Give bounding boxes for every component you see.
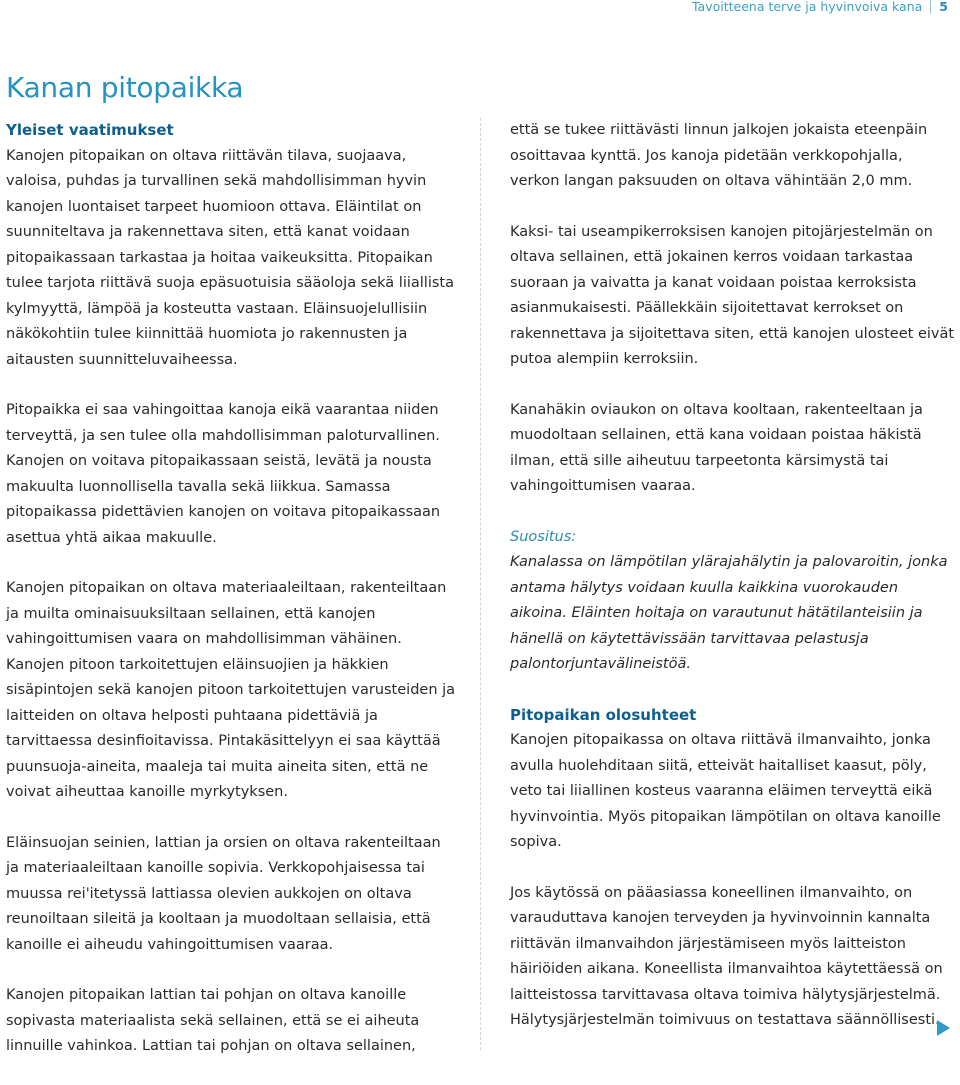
page-title: Kanan pitopaikka bbox=[6, 70, 244, 104]
paragraph: Kanojen pitopaikassa on oltava riittävä ilmanvaihto, jonka avulla huolehditaan siitä, etteivät haitalliset kaasut, pöly, veto tai liiallinen kosteus vaaranna eläimen terveyttä eikä hyvinvointia. Myös pitopaikan lämpötilan on oltava kanoille sopiva. bbox=[510, 732, 941, 850]
paragraph: Kanojen pitopaikan lattian tai pohjan on oltava kanoille sopivasta materiaalista sekä sellainen, että se ei aiheuta linnuille vahinkoa. Lattian tai pohjan on oltava sellainen, bbox=[6, 987, 420, 1054]
paragraph: Kanojen pitopaikan on oltava riittävän tilava, suojaava, valoisa, puhdas ja turvallinen sekä mahdollisimman hyvin kanojen luontaiset tarpeet huomioon ottava. Eläintilat on suunniteltava ja rakennettava siten, että kanat voidaan pitopaikassaan tarkastaa ja hoitaa vaikeuksitta. Pitopaikan tulee tarjota riittävä suoja epäsuotuisia sääoloja sekä liiallista kylmyyttä, lämpöä ja kosteutta vastaan. Eläinsuojelullisiin näkökohtiin tulee kiinnittää huomiota jo rakennusten ja aitausten suunnitteluvaiheessa. bbox=[6, 147, 454, 368]
section-heading-general-requirements: Yleiset vaatimukset bbox=[6, 121, 174, 139]
page-number: 5 bbox=[939, 0, 948, 14]
column-divider bbox=[480, 118, 481, 1050]
header-divider bbox=[930, 0, 931, 14]
recommendation-text: Kanalassa on lämpötilan ylärajahälytin ja palovaroitin, jonka antama hälytys voidaan kuulla kaikkina vuorokauden aikoina. Eläinten hoitaja on varautunut hätätilanteisiin ja hänellä on käytettävissään tarvittavaa pelastusja palontorjuntavälineistöä. bbox=[510, 554, 948, 672]
paragraph: Jos käytössä on pääasiassa koneellinen ilmanvaihto, on varauduttava kanojen terveyden ja hyvinvoinnin kannalta riittävän ilmanvaihdon järjestämiseen myös laitteiston häiriöiden aikana. Koneellista ilmanvaihtoa käytettäessä on laitteistossa tarvittavasa oltava toimiva hälytysjärjestelmä. Hälytysjärjestelmän toimivuus on testattava säännöllisesti. bbox=[510, 884, 943, 1028]
running-title: Tavoitteena terve ja hyvinvoiva kana bbox=[691, 0, 923, 14]
running-header bbox=[692, 0, 948, 14]
paragraph: Kanahäkin oviaukon on oltava kooltaan, rakenteeltaan ja muodoltaan sellainen, että kana voidaan poistaa häkistä ilman, että sille aiheutuu tarpeetonta kärsimystä tai vahingoittumisen vaaraa. bbox=[510, 401, 923, 494]
section-heading-conditions: Pitopaikan olosuhteet bbox=[510, 705, 697, 724]
paragraph: Eläinsuojan seinien, lattian ja orsien on oltava rakenteiltaan ja materiaaleiltaan kanoille sopivia. Verkkopohjaisessa tai muussa rei'itetyssä lattiassa olevien aukkojen on oltava reunoiltaan sileitä ja kooltaan ja muodoltaan sellaisia, että kanoille ei aiheudu vahingoittumisen vaaraa. bbox=[6, 834, 441, 953]
left-column bbox=[6, 118, 458, 1085]
paragraph: että se tukee riittävästi linnun jalkojen jokaista eteenpäin osoittavaa kynttä. Jos kanoja pidetään verkkopohjalla, verkon langan paksuuden on oltava vähintään 2,0 mm. bbox=[510, 122, 928, 189]
paragraph: Pitopaikka ei saa vahingoittaa kanoja eikä vaarantaa niiden terveyttä, ja sen tulee olla mahdollisimman paloturvallinen. Kanojen on voitava pitopaikassaan seistä, levätä ja nousta makuulta luonnollisella tavalla sekä liikkua. Samassa pitopaikassa pidettävien kanojen on voitava pitopaikassaan asettua yhtä aikaa makuulle. bbox=[6, 402, 441, 546]
paragraph: Kaksi- tai useampikerroksisen kanojen pitojärjestelmän on oltava sellainen, että jokainen kerros voidaan tarkastaa suoraan ja vaivatta ja kanat voidaan poistaa kerroksista asianmukaisesti. Päällekkäin sijoitettavat kerrokset on rakennettava ja sijoitettava siten, että kanojen ulosteet eivät putoa alempiin kerroksiin. bbox=[510, 223, 955, 367]
paragraph: Kanojen pitopaikan on oltava materiaaleiltaan, rakenteiltaan ja muilta ominaisuuksiltaan sellainen, että kanojen vahingoittumisen vaara on mahdollisimman vähäinen. Kanojen pitoon tarkoitettujen eläinsuojien ja häkkien sisäpintojen sekä kanojen pitoon tarkoitettujen varusteiden ja laitteiden on oltava helposti puhtaana pidettäviä ja tarvittaessa desinfioitavissa. Pintakäsittelyyn ei saa käyttää puunsuoja-aineita, maaleja tai muita aineita siten, että ne voivat aiheuttaa kanoille myrkytyksen. bbox=[6, 580, 456, 800]
next-page-arrow-icon bbox=[937, 1020, 950, 1036]
right-column bbox=[510, 118, 955, 1059]
recommendation-label: Suositus: bbox=[510, 528, 577, 545]
